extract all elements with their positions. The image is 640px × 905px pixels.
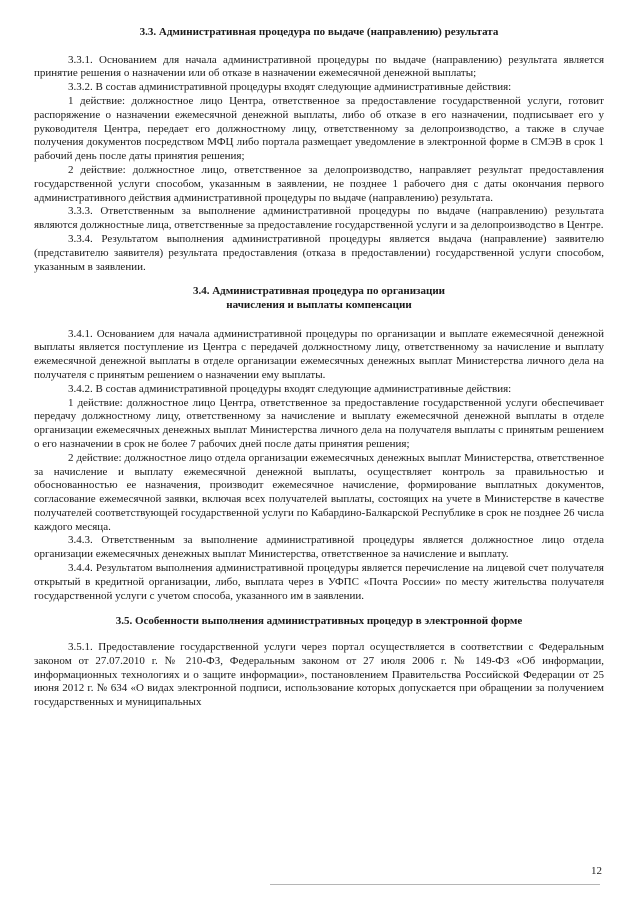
paragraph-3-4-action-2: 2 действие: должностное лицо отдела организации ежемесячных денежных выплат Министерства, ответственное за начисление и выплату ежемесячной денежной выплаты, осуществляет контроль за правильностью и обоснованностью ее назначения, производит ежемесячное начисление, формирование выплатных документов, согласование ежемесячной заявки, включая всех получателей выплаты, состоящих на учете в Министерстве в качестве получателей соответствующей государственной услуги по Кабардино-Балкарской Республике в срок не позднее 26 числа каждого месяца. <box>34 451 604 533</box>
page-number: 12 <box>591 865 602 877</box>
paragraph-3-4-4: 3.4.4. Результатом выполнения административной процедуры является перечисление на лицевой счет получателя открытый в кредитной организации, либо, выплата через в УФПС «Почта России» по месту жительства получателя государственной услуги с учетом способа, указанного им в заявлении. <box>34 562 604 602</box>
section-3-5-heading: 3.5. Особенности выполнения административных процедур в электронной форме <box>115 615 523 628</box>
paragraph-3-3-action-1: 1 действие: должностное лицо Центра, ответственное за предоставление государственной услуги, готовит распоряжение о назначении ежемесячной денежной выплаты, либо об отказе в его назначении, подписывает его у руководителя Центра, передает его должностному лицу, ответственному за делопроизводство, а также в случае получения документов посредством МФЦ либо портала размещает уведомление в электронной форме в СМЭВ в срок 1 рабочий день после даты принятия решения; <box>34 94 604 163</box>
paragraph-3-3-3: 3.3.3. Ответственным за выполнение административной процедуры по выдаче (направлению) результата являются должностные лица, ответственные за предоставление государственной услуги и за делопроизводство в Центре. <box>34 205 604 232</box>
paragraph-3-3-2: 3.3.2. В состав административной процедуры входят следующие административные действия: <box>68 81 512 94</box>
paragraph-3-3-4: 3.3.4. Результатом выполнения административной процедуры является выдача (направление) заявителю (представителю заявителя) результата предоставления (отказа в предоставлении) государственной услуги способом, указанным в заявлении. <box>34 232 604 273</box>
paragraph-3-5-1: 3.5.1. Предоставление государственной услуги через портал осуществляется в соответствии с Федеральным законом от 27.07.2010 г. № 210-ФЗ, Федеральным законом от 27 июля 2006 г. № 149-ФЗ «Об информации, информационных технологиях и о защите информации», постановлением Правительства Российской Федерации от 25 июня 2012 г. № 634 «О видах электронной подписи, использование которых допускается при обращении за получением государственных и муниципальных <box>34 641 604 709</box>
footer-divider <box>270 884 600 885</box>
paragraph-3-3-1: 3.3.1. Основанием для начала административной процедуры по выдаче (направлению) результата является принятие решения о назначении или об отказе в назначении ежемесячной денежной выплаты; <box>34 53 604 80</box>
paragraph-3-3-action-2: 2 действие: должностное лицо, ответственное за делопроизводство, направляет результат предоставления государственной услуги способом, указанным в заявлении, не позднее 1 рабочего дня с даты окончания первого административного действия административной процедуры по выдаче (направлению) результата. <box>34 163 604 204</box>
section-3-3-heading: 3.3. Административная процедура по выдаче (направлению) результата <box>139 26 499 38</box>
section-3-4-heading <box>34 285 604 312</box>
section-3-4-heading-line-1: 3.4. Административная процедура по организации <box>192 285 445 298</box>
paragraph-3-4-action-1: 1 действие: должностное лицо Центра, ответственное за предоставление государственной услуги обеспечивает передачу должностному лицу, ответственному за начисление и выплату ежемесячной денежной выплаты в отделе организации ежемесячных денежных выплат Министерства личного дела на получателя выплаты с принятым решением о его назначении в срок не более 7 рабочих дней после даты принятия решения; <box>34 396 604 450</box>
paragraph-3-4-3: 3.4.3. Ответственным за выполнение административной процедуры является должностное лицо отдела организации ежемесячных денежных выплат Министерства, ответственное за начисление и выплату. <box>34 534 604 561</box>
paragraph-3-4-2: 3.4.2. В состав административной процедуры входят следующие административные действия: <box>68 382 512 395</box>
section-3-4-heading-line-2: начисления и выплаты компенсации <box>226 298 412 311</box>
paragraph-3-4-1: 3.4.1. Основанием для начала административной процедуры по организации и выплате ежемесячной денежной выплаты является поступление из Центра с передачей должностному лицу, ответственному за начисление и выплату ежемесячной денежной выплаты в отделе организации ежемесячных денежных выплат Министерства личного дела на получателя с принятым решением о назначении ему выплаты. <box>34 327 604 381</box>
